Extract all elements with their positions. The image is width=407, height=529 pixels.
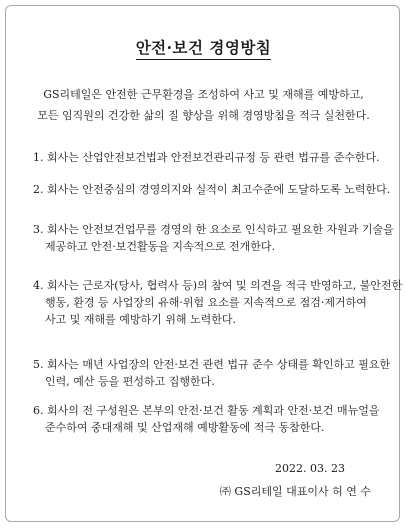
policy-item-line: 제공하고 안전·보건활동을 지속적으로 전개한다.	[45, 240, 276, 253]
issue-date: 2022. 03. 23	[275, 462, 345, 475]
intro-line: 모든 임직원의 건강한 삶의 질 향상을 위해 경영방침을 적극 실천한다.	[37, 109, 370, 122]
policy-item-line: 1. 회사는 산업안전보건법과 안전보건관리규정 등 관련 법규를 준수한다.	[33, 151, 380, 164]
policy-item-line: 3. 회사는 안전보건업무를 경영의 한 요소로 인식하고 필요한 자원과 기술을	[33, 223, 394, 236]
document-frame	[5, 5, 403, 522]
page-title	[0, 36, 407, 58]
policy-item-line: 6. 회사의 전 구성원은 본부의 안전·보건 활동 계획과 안전·보건 매뉴얼을	[33, 404, 380, 417]
policy-item-line: 2. 회사는 안전중심의 경영의지와 실적이 최고수준에 도달하도록 노력한다.	[33, 183, 391, 196]
policy-item-line: 행동, 환경 등 사업장의 유해·위험 요소를 지속적으로 점검·제거하여	[45, 296, 367, 309]
intro-paragraph	[0, 84, 407, 126]
policy-item-6	[33, 402, 379, 436]
policy-item-line: 준수하여 중대재해 및 산업재해 예방활동에 적극 동참한다.	[45, 421, 325, 434]
policy-item-5	[33, 356, 390, 390]
intro-line: GS리테일은 안전한 근무환경을 조성하여 사고 및 재해를 예방하고,	[43, 88, 364, 101]
policy-item-line: 4. 회사는 근로자(당사, 협력사 등)의 참여 및 의견을 적극 반영하고, 불안전한	[33, 279, 403, 292]
policy-item-3	[33, 221, 394, 255]
policy-item-4	[33, 277, 402, 328]
policy-item-line: 인력, 예산 등을 편성하고 집행한다.	[45, 375, 215, 388]
title-text: 안전·보건 경영방침	[136, 38, 272, 60]
policy-item-line: 5. 회사는 매년 사업장의 안전·보건 관련 법규 준수 상태를 확인하고 필요한	[33, 358, 391, 371]
policy-item-2	[33, 181, 390, 198]
policy-item-1	[33, 149, 380, 166]
signature: ㈜ GS리테일 대표이사 허 연 수	[219, 485, 371, 498]
policy-item-line: 사고 및 재해를 예방하기 위해 노력한다.	[45, 313, 236, 326]
